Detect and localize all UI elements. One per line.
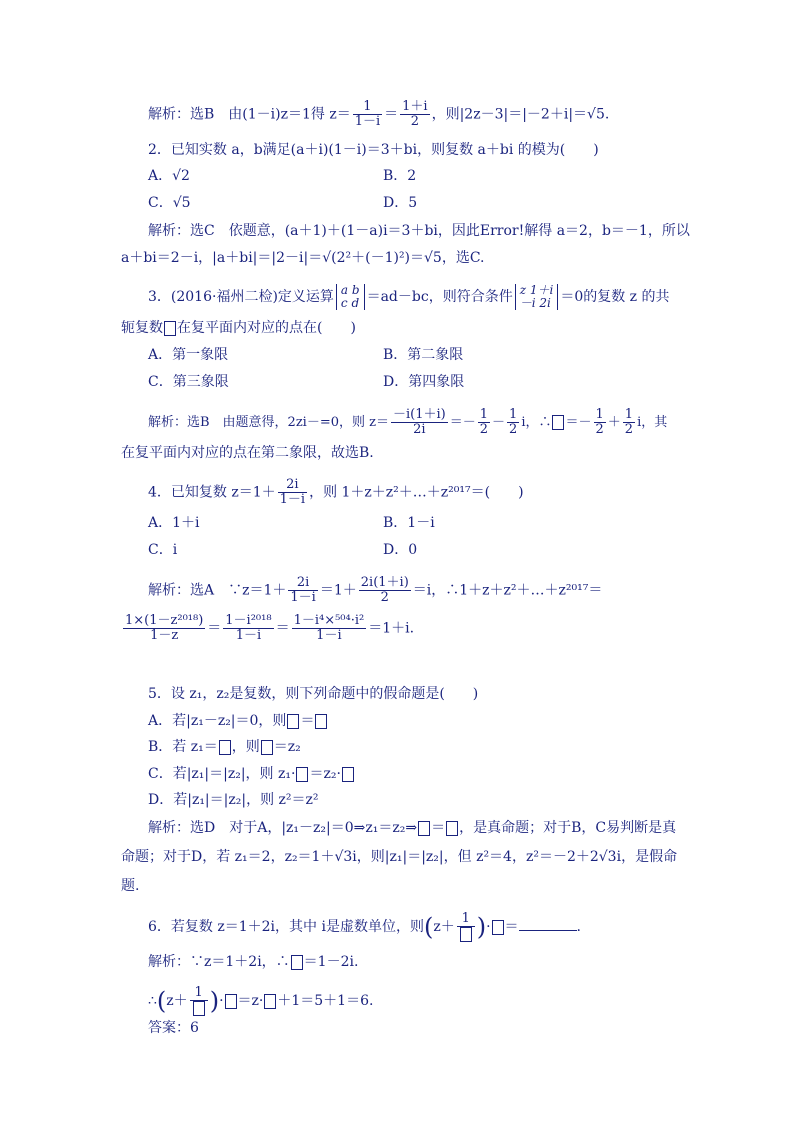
fraction: $\frac{1}{1-i}$ — [354, 99, 381, 129]
determinant: z 1＋i －i 2i — [515, 284, 559, 310]
q3-stem-line1: 3．(2016·福州二检)定义运算 a b c d ＝ad－bc，则符合条件 z 1＋i －i 2i ＝0的复数 z 的共 — [148, 283, 670, 310]
conjugate-placeholder — [193, 1001, 205, 1016]
q6-stem: 6．若复数 z＝1＋2i，其中 i是虚数单位，则(z＋ 1 )· ＝ . — [148, 911, 581, 941]
q3-solution-line2: 在复平面内对应的点在第二象限，故选B. — [121, 445, 374, 461]
q5-option-b: B．若 z₁＝ ，则 ＝z₂ — [148, 739, 301, 755]
conjugate-placeholder — [261, 740, 273, 755]
q2-option-a: A．√2 — [148, 168, 190, 184]
conjugate-placeholder — [164, 321, 176, 336]
fraction: $\frac{1}{2}$ — [595, 407, 604, 437]
fraction: 1 — [457, 912, 475, 942]
conjugate-placeholder — [446, 821, 458, 836]
fraction: $\frac{1}{2}$ — [624, 407, 634, 437]
q6-answer: 答案：6 — [148, 1020, 199, 1036]
q5-option-a: A．若|z₁－z₂|＝0，则 ＝ — [148, 711, 328, 731]
fraction: $\frac{-i(1+i)}{2i}$ — [392, 407, 446, 437]
q2-stem: 2．已知实数 a，b满足(a＋i)(1－i)＝3＋bi，则复数 a＋bi 的模为( ) — [148, 142, 599, 158]
conjugate-placeholder — [264, 994, 276, 1009]
conjugate-placeholder — [219, 740, 231, 755]
conjugate-placeholder — [460, 927, 472, 942]
fraction: $\frac{1}{2}$ — [479, 407, 489, 437]
conjugate-placeholder — [296, 767, 308, 782]
q6-solution-line2: ∴(z＋ 1 )· ＝z· ＋1＝5＋1＝6. — [148, 985, 374, 1015]
fraction: $\frac{\text{1×(1－z²⁰¹⁸)}}{1-z}$ — [125, 613, 204, 643]
fraction: 1 — [190, 986, 208, 1016]
q1-solution: 解析：选B 由(1－i)z＝1得 z＝ $\frac{1}{1-i}$ ＝ $\frac{1+i}{2}$ ，则|2z－3|＝|－2＋i|＝√5. — [148, 99, 610, 129]
q3-option-a: A．第一象限 — [148, 347, 229, 363]
fraction: $\frac{2i(1+i)}{2}$ — [360, 575, 409, 605]
conjugate-placeholder — [552, 415, 564, 430]
q4-option-c: C．i — [148, 542, 178, 558]
q2-option-b: B．2 — [383, 168, 417, 184]
conjugate-placeholder — [342, 767, 354, 782]
q6-solution-line1: 解析：∵z＝1＋2i，∴ ＝1－2i. — [148, 954, 359, 970]
q3-option-c: C．第三象限 — [148, 374, 229, 390]
fraction: $\frac{2i}{1-i}$ — [290, 575, 316, 605]
q4-solution-line1: 解析：选A ∵z＝1＋ $\frac{2i}{1-i}$ ＝1＋ $\frac{2i(1+i)}{2}$ ＝i，∴1＋z＋z²＋…＋z²⁰¹⁷＝ — [148, 575, 603, 605]
conjugate-placeholder — [418, 821, 430, 836]
q4-option-b: B．1－i — [383, 515, 435, 531]
q2-solution-line2: a＋bi＝2－i，|a＋bi|＝|2－i|＝√(2²＋(－1)²)＝√5，选C. — [121, 250, 485, 266]
conjugate-placeholder — [315, 714, 327, 729]
q4-option-a: A．1＋i — [148, 515, 200, 531]
fraction: $\frac{\text{1－i²⁰¹⁸}}{1-i}$ — [225, 613, 272, 643]
q5-solution-line1: 解析：选D 对于A，|z₁－z₂|＝0⇒z₁＝z₂⇒ ＝ ，是真命题；对于B，C易判断是真 — [148, 820, 677, 836]
q2-option-d: D．5 — [383, 195, 418, 211]
q3-solution-line1: 解析：选B 由题意得，2zi－=0，则 z＝ $\frac{-i(1+i)}{2i}$ ＝－ $\frac{1}{2}$ － $\frac{1}{2}$ i，∴ ＝－ $\frac{1}{2}$ ＋ $\frac{1}{2}$ i，其 — [148, 407, 668, 437]
answer-blank — [519, 918, 577, 931]
q4-solution-line2: $\frac{\text{1×(1－z²⁰¹⁸)}}{1-z}$ ＝ $\frac{\text{1－i²⁰¹⁸}}{1-i}$ ＝ $\frac{\text{1－i⁴×⁵⁰⁴·i²}}{1-i}$ ＝1＋i. — [125, 613, 415, 643]
q4-stem: 4．已知复数 z＝1＋ $\frac{2i}{1-i}$ ，则 1＋z＋z²＋…＋z²⁰¹⁷＝( ) — [148, 477, 524, 507]
q3-stem-line2: 轭复数 在复平面内对应的点在( ) — [121, 320, 356, 336]
fraction: $\frac{\text{1－i⁴×⁵⁰⁴·i²}}{1-i}$ — [293, 613, 365, 643]
determinant: a b c d — [336, 284, 365, 310]
fraction: $\frac{1}{2}$ — [509, 407, 518, 437]
conjugate-placeholder — [225, 994, 237, 1009]
q5-stem: 5．设 z₁，z₂是复数，则下列命题中的假命题是( ) — [148, 686, 479, 702]
fraction: $\frac{2i}{1-i}$ — [279, 477, 306, 507]
fraction: $\frac{1+i}{2}$ — [402, 99, 428, 129]
q5-option-c: C．若|z₁|＝|z₂|，则 z₁· ＝z₂· — [148, 764, 355, 784]
conjugate-placeholder — [291, 955, 303, 970]
q5-solution-line3: 题. — [121, 878, 140, 894]
conjugate-placeholder — [287, 714, 299, 729]
q2-solution-line1: 解析：选C 依题意，(a＋1)＋(1－a)i＝3＋bi，因此Error!解得 a＝2，b＝－1，所以 — [148, 223, 690, 239]
q4-option-d: D．0 — [383, 542, 418, 558]
q5-solution-line2: 命题；对于D，若 z₁＝2，z₂＝1＋√3i，则|z₁|＝|z₂|，但 z²＝4，z²＝－2＋2√3i，是假命 — [121, 849, 678, 865]
q5-option-d: D．若|z₁|＝|z₂|，则 z²＝z² — [148, 792, 319, 808]
conjugate-placeholder — [492, 920, 504, 935]
q3-option-b: B．第二象限 — [383, 347, 464, 363]
q2-option-c: C．√5 — [148, 195, 191, 211]
q3-option-d: D．第四象限 — [383, 374, 465, 390]
